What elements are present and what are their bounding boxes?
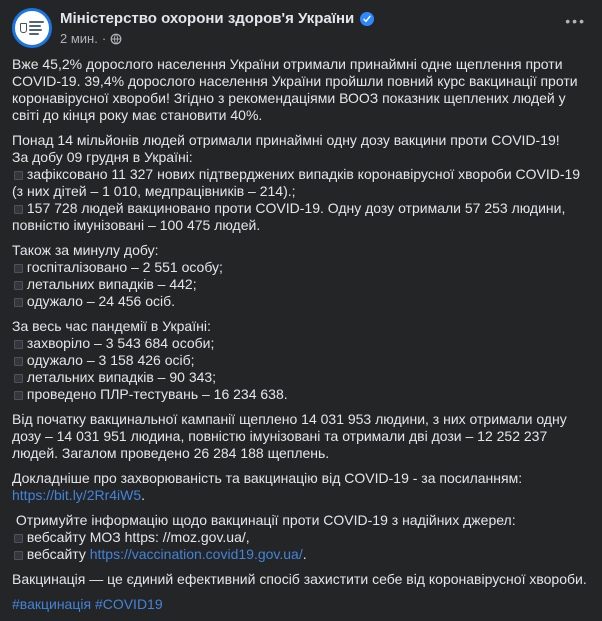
post-text: Докладніше про захворюваність та вакцинацію від COVID-19 - за посиланням:	[12, 470, 523, 486]
small-square-bullet-icon	[14, 264, 23, 273]
post-line	[12, 132, 590, 149]
post-text: За весь час пандемії в Україні:	[12, 318, 211, 334]
post-line	[12, 318, 590, 335]
post-menu-button[interactable]: •••	[565, 13, 586, 29]
post-paragraph	[12, 470, 590, 504]
post-paragraph	[12, 596, 590, 613]
small-square-bullet-icon	[14, 534, 23, 543]
post-text: вебсайту	[23, 546, 90, 562]
post-line	[12, 259, 590, 276]
post-line	[12, 335, 590, 352]
post-text: госпіталізовано – 2 551 особу;	[23, 259, 223, 275]
post-header	[12, 8, 590, 48]
post-text: .	[302, 546, 307, 562]
post-line	[12, 166, 590, 200]
timestamp[interactable]: 2 мин.	[60, 31, 98, 46]
small-square-bullet-icon	[14, 205, 23, 214]
post-paragraph	[12, 512, 590, 563]
small-square-bullet-icon	[14, 171, 23, 180]
header-text-area	[60, 8, 553, 47]
url-link[interactable]: https://bit.ly/2Rr4iW5	[12, 487, 142, 503]
post-text: одужало – 24 456 осіб.	[23, 293, 176, 309]
post-line	[12, 386, 590, 403]
post-text: Понад 14 мільйонів людей отримали принаймні одну дозу вакцини проти COVID-19!	[12, 132, 560, 148]
post-text: летальних випадків – 442;	[23, 276, 197, 292]
post-line	[12, 242, 590, 259]
post-line	[12, 56, 590, 124]
author-row	[60, 9, 553, 28]
post-line	[12, 352, 590, 369]
post-paragraph	[12, 571, 590, 588]
post-paragraph	[12, 242, 590, 310]
post-text: Від початку вакцинальної кампанії щеплено 14 031 953 людини, з них отримали одну дозу – 14 031 951 людина, повністю імунізовані та отримали дві дози – 12 252 237 людей. Загалом проведено 26 284 188 щеплень.	[12, 411, 571, 461]
post-line	[12, 512, 590, 529]
hashtag-link[interactable]: #COVID19	[94, 596, 163, 612]
post-paragraph	[12, 132, 590, 234]
post-text: За добу 09 грудня в Україні:	[12, 149, 193, 165]
author-name[interactable]: Міністерство охорони здоров'я України	[60, 10, 355, 27]
post-text: Вже 45,2% дорослого населення України отримали принаймні одне щеплення проти COVID-19. 39,4% дорослого населення України пройшли повний курс вакцинації проти коронавірусної хвороби! Згідно з рекомендаціями ВООЗ показник щеплених людей у світі до кінця року має становити 40%.	[12, 56, 582, 123]
hashtag-link[interactable]: #вакцинація	[12, 596, 92, 612]
post-line	[12, 571, 590, 588]
post-text: Також за минулу добу:	[12, 242, 159, 258]
post-text: летальних випадків – 90 343;	[23, 369, 217, 385]
post-paragraph	[12, 56, 590, 124]
post-text: зафіксовано 11 327 нових підтверджених випадків коронавірусної хвороби COVID-19 (з них дітей – 1 010, медпрацівників – 214).;	[12, 166, 584, 199]
post-line	[12, 487, 590, 504]
post-line	[12, 546, 590, 563]
post-body	[12, 56, 590, 613]
post-paragraph	[12, 318, 590, 403]
post-paragraph	[12, 411, 590, 462]
dot-separator: ·	[101, 31, 107, 46]
globe-privacy-icon	[110, 33, 122, 45]
post-line	[12, 276, 590, 293]
post-text: Отримуйте інформацію щодо вакцинації проти COVID-19 з надійних джерел:	[12, 512, 516, 528]
post-line	[12, 149, 590, 166]
logo-text-lines	[29, 21, 44, 35]
small-square-bullet-icon	[14, 281, 23, 290]
post-text: .	[141, 487, 146, 503]
avatar[interactable]	[12, 8, 52, 48]
post-line	[12, 293, 590, 310]
small-square-bullet-icon	[14, 374, 23, 383]
post-line	[12, 369, 590, 386]
post-text: проведено ПЛР-тестувань – 16 234 638.	[23, 386, 288, 402]
post-line	[12, 411, 590, 462]
ministry-logo	[20, 21, 44, 35]
post-text: Вакцинація — це єдиний ефективний спосіб захистити себе від коронавірусної хвороби.	[12, 571, 587, 587]
post-text: 157 728 людей вакциновано проти COVID-19. Одну дозу отримали 57 253 людини, повністю імунізовані – 100 475 людей.	[12, 200, 570, 233]
post-text: одужало – 3 158 426 осіб;	[23, 352, 195, 368]
trident-emblem-icon	[20, 23, 27, 33]
small-square-bullet-icon	[14, 551, 23, 560]
small-square-bullet-icon	[14, 340, 23, 349]
small-square-bullet-icon	[14, 391, 23, 400]
small-square-bullet-icon	[14, 298, 23, 307]
small-square-bullet-icon	[14, 357, 23, 366]
timestamp-row	[60, 30, 553, 47]
post-line	[12, 529, 590, 546]
post-line	[12, 596, 590, 613]
post-text: захворіло – 3 543 684 особи;	[23, 335, 215, 351]
url-link[interactable]: https://vaccination.covid19.gov.ua/	[89, 546, 303, 562]
verified-badge-icon	[360, 12, 374, 26]
post-text: вебсайту МОЗ https: //moz.gov.ua/,	[23, 529, 250, 545]
post-line	[12, 470, 590, 487]
post-line	[12, 200, 590, 234]
